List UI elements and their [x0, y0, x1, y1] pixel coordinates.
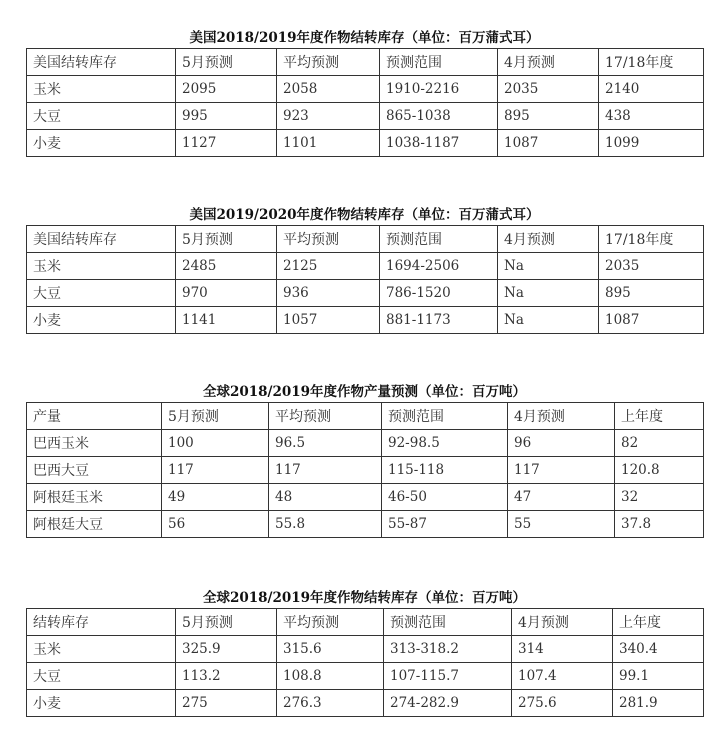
- table-cell: 56: [162, 511, 269, 538]
- table-cell: 2058: [277, 76, 380, 103]
- header-cell: 预测范围: [380, 49, 498, 76]
- data-table: [26, 608, 704, 717]
- header-cell: 预测范围: [384, 609, 512, 636]
- table-header-row: [27, 609, 704, 636]
- header-cell: 上年度: [615, 403, 704, 430]
- table-section-global-carryover: [26, 588, 704, 717]
- table-cell: 2095: [176, 76, 277, 103]
- table-cell: 275.6: [512, 690, 613, 717]
- row-label: 阿根廷玉米: [27, 484, 162, 511]
- table-cell: 1910-2216: [380, 76, 498, 103]
- table-row: [27, 430, 704, 457]
- table-cell: 2485: [176, 253, 277, 280]
- table-cell: 117: [162, 457, 269, 484]
- table-cell: 1127: [176, 130, 277, 157]
- table-cell: 970: [176, 280, 277, 307]
- table-cell: 107.4: [512, 663, 613, 690]
- data-table: [26, 402, 704, 538]
- row-label: 巴西玉米: [27, 430, 162, 457]
- row-label: 小麦: [27, 307, 176, 334]
- table-cell: 107-115.7: [384, 663, 512, 690]
- table-cell: 2125: [277, 253, 380, 280]
- table-cell: 1694-2506: [380, 253, 498, 280]
- table-cell: 32: [615, 484, 704, 511]
- row-label: 玉米: [27, 253, 176, 280]
- table-title: 美国2019/2020年度作物结转库存（单位：百万蒲式耳）: [189, 207, 540, 223]
- table-section-us-2019-2020-carryover: [26, 205, 704, 334]
- table-cell: 936: [277, 280, 380, 307]
- table-cell: 55: [508, 511, 615, 538]
- header-cell: 结转库存: [27, 609, 176, 636]
- table-cell: Na: [498, 307, 599, 334]
- table-cell: 276.3: [277, 690, 384, 717]
- table-cell: 438: [599, 103, 704, 130]
- header-cell: 平均预测: [277, 226, 380, 253]
- row-label: 小麦: [27, 690, 176, 717]
- table-cell: 281.9: [613, 690, 704, 717]
- table-cell: 325.9: [176, 636, 277, 663]
- row-label: 玉米: [27, 76, 176, 103]
- table-cell: 37.8: [615, 511, 704, 538]
- table-cell: 47: [508, 484, 615, 511]
- table-row: [27, 130, 704, 157]
- table-row: [27, 457, 704, 484]
- table-cell: 117: [269, 457, 382, 484]
- table-cell: 1087: [599, 307, 704, 334]
- row-label: 巴西大豆: [27, 457, 162, 484]
- header-cell: 5月预测: [176, 609, 277, 636]
- table-row: [27, 690, 704, 717]
- header-cell: 平均预测: [277, 609, 384, 636]
- table-cell: 274-282.9: [384, 690, 512, 717]
- table-row: [27, 103, 704, 130]
- table-cell: Na: [498, 280, 599, 307]
- table-cell: 1141: [176, 307, 277, 334]
- table-cell: 923: [277, 103, 380, 130]
- header-cell: 4月预测: [498, 49, 599, 76]
- table-row: [27, 636, 704, 663]
- table-cell: 895: [498, 103, 599, 130]
- table-cell: 340.4: [613, 636, 704, 663]
- header-cell: 17/18年度: [599, 226, 704, 253]
- table-cell: 881-1173: [380, 307, 498, 334]
- header-cell: 上年度: [613, 609, 704, 636]
- table-cell: 49: [162, 484, 269, 511]
- table-cell: 48: [269, 484, 382, 511]
- header-cell: 5月预测: [176, 226, 277, 253]
- table-cell: 82: [615, 430, 704, 457]
- table-cell: 55.8: [269, 511, 382, 538]
- header-cell: 美国结转库存: [27, 49, 176, 76]
- row-label: 小麦: [27, 130, 176, 157]
- table-cell: 786-1520: [380, 280, 498, 307]
- table-cell: 99.1: [613, 663, 704, 690]
- table-cell: 100: [162, 430, 269, 457]
- table-cell: 1101: [277, 130, 380, 157]
- table-cell: 275: [176, 690, 277, 717]
- table-cell: 115-118: [382, 457, 508, 484]
- row-label: 大豆: [27, 663, 176, 690]
- row-label: 玉米: [27, 636, 176, 663]
- header-cell: 美国结转库存: [27, 226, 176, 253]
- header-cell: 4月预测: [512, 609, 613, 636]
- table-title: 全球2018/2019年度作物结转库存（单位：百万吨）: [202, 590, 527, 606]
- header-cell: 平均预测: [277, 49, 380, 76]
- table-title: 全球2018/2019年度作物产量预测（单位：百万吨）: [202, 384, 527, 400]
- table-cell: 1038-1187: [380, 130, 498, 157]
- table-cell: 113.2: [176, 663, 277, 690]
- table-cell: 895: [599, 280, 704, 307]
- header-cell: 5月预测: [162, 403, 269, 430]
- header-cell: 预测范围: [380, 226, 498, 253]
- table-cell: 995: [176, 103, 277, 130]
- header-cell: 预测范围: [382, 403, 508, 430]
- table-cell: 46-50: [382, 484, 508, 511]
- table-cell: 1057: [277, 307, 380, 334]
- data-table: [26, 225, 704, 334]
- header-cell: 17/18年度: [599, 49, 704, 76]
- table-row: [27, 280, 704, 307]
- table-cell: 1087: [498, 130, 599, 157]
- table-cell: 55-87: [382, 511, 508, 538]
- header-cell: 4月预测: [498, 226, 599, 253]
- table-row: [27, 253, 704, 280]
- header-cell: 4月预测: [508, 403, 615, 430]
- table-header-row: [27, 403, 704, 430]
- table-cell: 120.8: [615, 457, 704, 484]
- table-cell: 1099: [599, 130, 704, 157]
- table-row: [27, 663, 704, 690]
- table-cell: 96.5: [269, 430, 382, 457]
- table-row: [27, 484, 704, 511]
- table-section-global-production-forecast: [26, 382, 704, 538]
- header-cell: 5月预测: [176, 49, 277, 76]
- table-cell: Na: [498, 253, 599, 280]
- table-section-us-2018-2019-carryover: [26, 28, 704, 157]
- table-cell: 315.6: [277, 636, 384, 663]
- table-row: [27, 76, 704, 103]
- table-cell: 865-1038: [380, 103, 498, 130]
- table-cell: 92-98.5: [382, 430, 508, 457]
- data-table: [26, 48, 704, 157]
- table-row: [27, 511, 704, 538]
- table-cell: 313-318.2: [384, 636, 512, 663]
- header-cell: 平均预测: [269, 403, 382, 430]
- table-header-row: [27, 226, 704, 253]
- table-cell: 96: [508, 430, 615, 457]
- table-cell: 117: [508, 457, 615, 484]
- row-label: 大豆: [27, 280, 176, 307]
- table-cell: 2140: [599, 76, 704, 103]
- table-row: [27, 307, 704, 334]
- table-cell: 314: [512, 636, 613, 663]
- table-cell: 108.8: [277, 663, 384, 690]
- table-cell: 2035: [498, 76, 599, 103]
- table-title: 美国2018/2019年度作物结转库存（单位：百万蒲式耳）: [189, 30, 540, 46]
- row-label: 阿根廷大豆: [27, 511, 162, 538]
- header-cell: 产量: [27, 403, 162, 430]
- table-cell: 2035: [599, 253, 704, 280]
- table-header-row: [27, 49, 704, 76]
- row-label: 大豆: [27, 103, 176, 130]
